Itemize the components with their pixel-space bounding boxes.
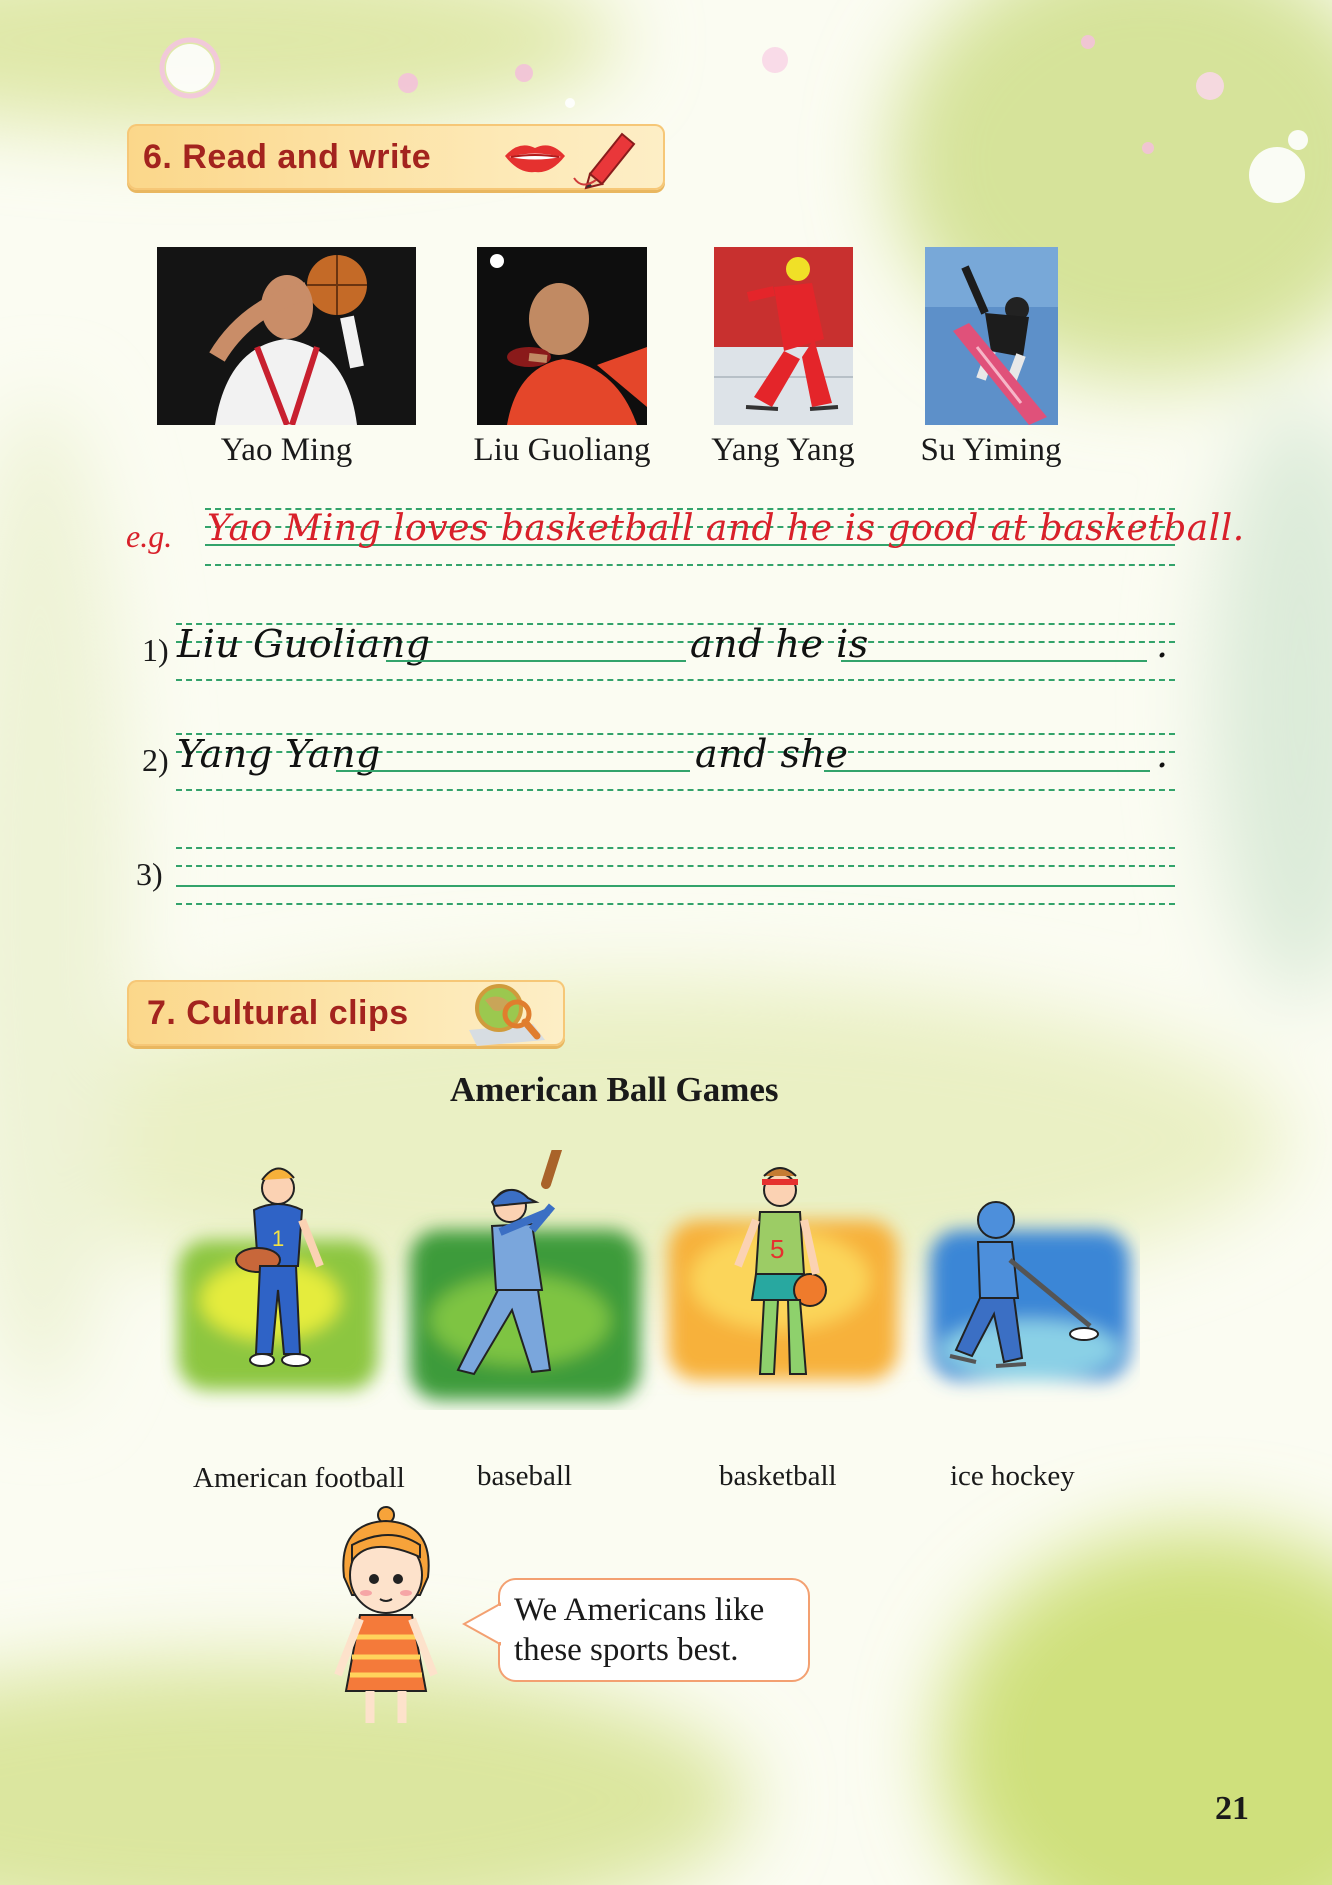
page-number: 21 — [1215, 1790, 1249, 1827]
svg-text:1: 1 — [272, 1226, 285, 1251]
item-2-start: Yang Yang — [177, 732, 381, 776]
speech-line-1: We Americans like — [514, 1592, 765, 1628]
item-2-number: 2) — [142, 742, 169, 778]
item-3-lines[interactable] — [176, 845, 1175, 907]
caption-liu-guoliang: Liu Guoliang — [473, 432, 651, 468]
photo-su-yiming — [925, 247, 1058, 425]
item-2-end: . — [1156, 732, 1169, 776]
speech-bubble-tail — [462, 1600, 502, 1650]
item-1-blank-a[interactable] — [386, 660, 686, 662]
lips-icon — [501, 136, 569, 178]
section-7-title: 7. Cultural clips — [147, 993, 409, 1032]
game-label-american-football: American football — [193, 1462, 405, 1494]
globe-magnifier-icon — [463, 980, 549, 1046]
item-2-blank-b[interactable] — [824, 770, 1150, 772]
item-1-end: . — [1156, 622, 1169, 666]
caption-yao-ming: Yao Ming — [220, 432, 353, 468]
caption-yang-yang: Yang Yang — [711, 432, 855, 468]
game-label-ice-hockey: ice hockey — [950, 1460, 1075, 1492]
section-6-title: 6. Read and write — [143, 137, 432, 176]
girl-character — [330, 1505, 460, 1730]
photo-yang-yang — [714, 247, 853, 425]
item-3-number: 3) — [136, 856, 163, 892]
item-1-blank-b[interactable] — [841, 660, 1147, 662]
example-sentence: Yao Ming loves basketball and he is good at basketball. — [207, 508, 1245, 549]
game-label-basketball: basketball — [719, 1460, 837, 1492]
item-2-blank-a[interactable] — [336, 770, 690, 772]
item-1-middle: and he is — [690, 622, 869, 666]
caption-su-yiming: Su Yiming — [920, 432, 1062, 468]
item-2-middle: and she — [695, 732, 849, 776]
photo-liu-guoliang — [477, 247, 647, 425]
game-illustrations — [160, 1150, 1140, 1410]
speech-bubble — [498, 1578, 810, 1682]
photo-yao-ming — [157, 247, 416, 425]
item-1-start: Liu Guoliang — [177, 622, 431, 666]
item-1-number: 1) — [142, 632, 169, 668]
svg-text:5: 5 — [770, 1234, 785, 1264]
games-heading: American Ball Games — [450, 1070, 779, 1109]
section-7-banner — [127, 980, 565, 1046]
speech-line-2: these sports best. — [514, 1632, 739, 1668]
pencil-icon — [572, 128, 642, 190]
example-label: e.g. — [126, 518, 173, 554]
game-label-baseball: baseball — [477, 1460, 573, 1492]
section-6-banner — [127, 124, 665, 190]
